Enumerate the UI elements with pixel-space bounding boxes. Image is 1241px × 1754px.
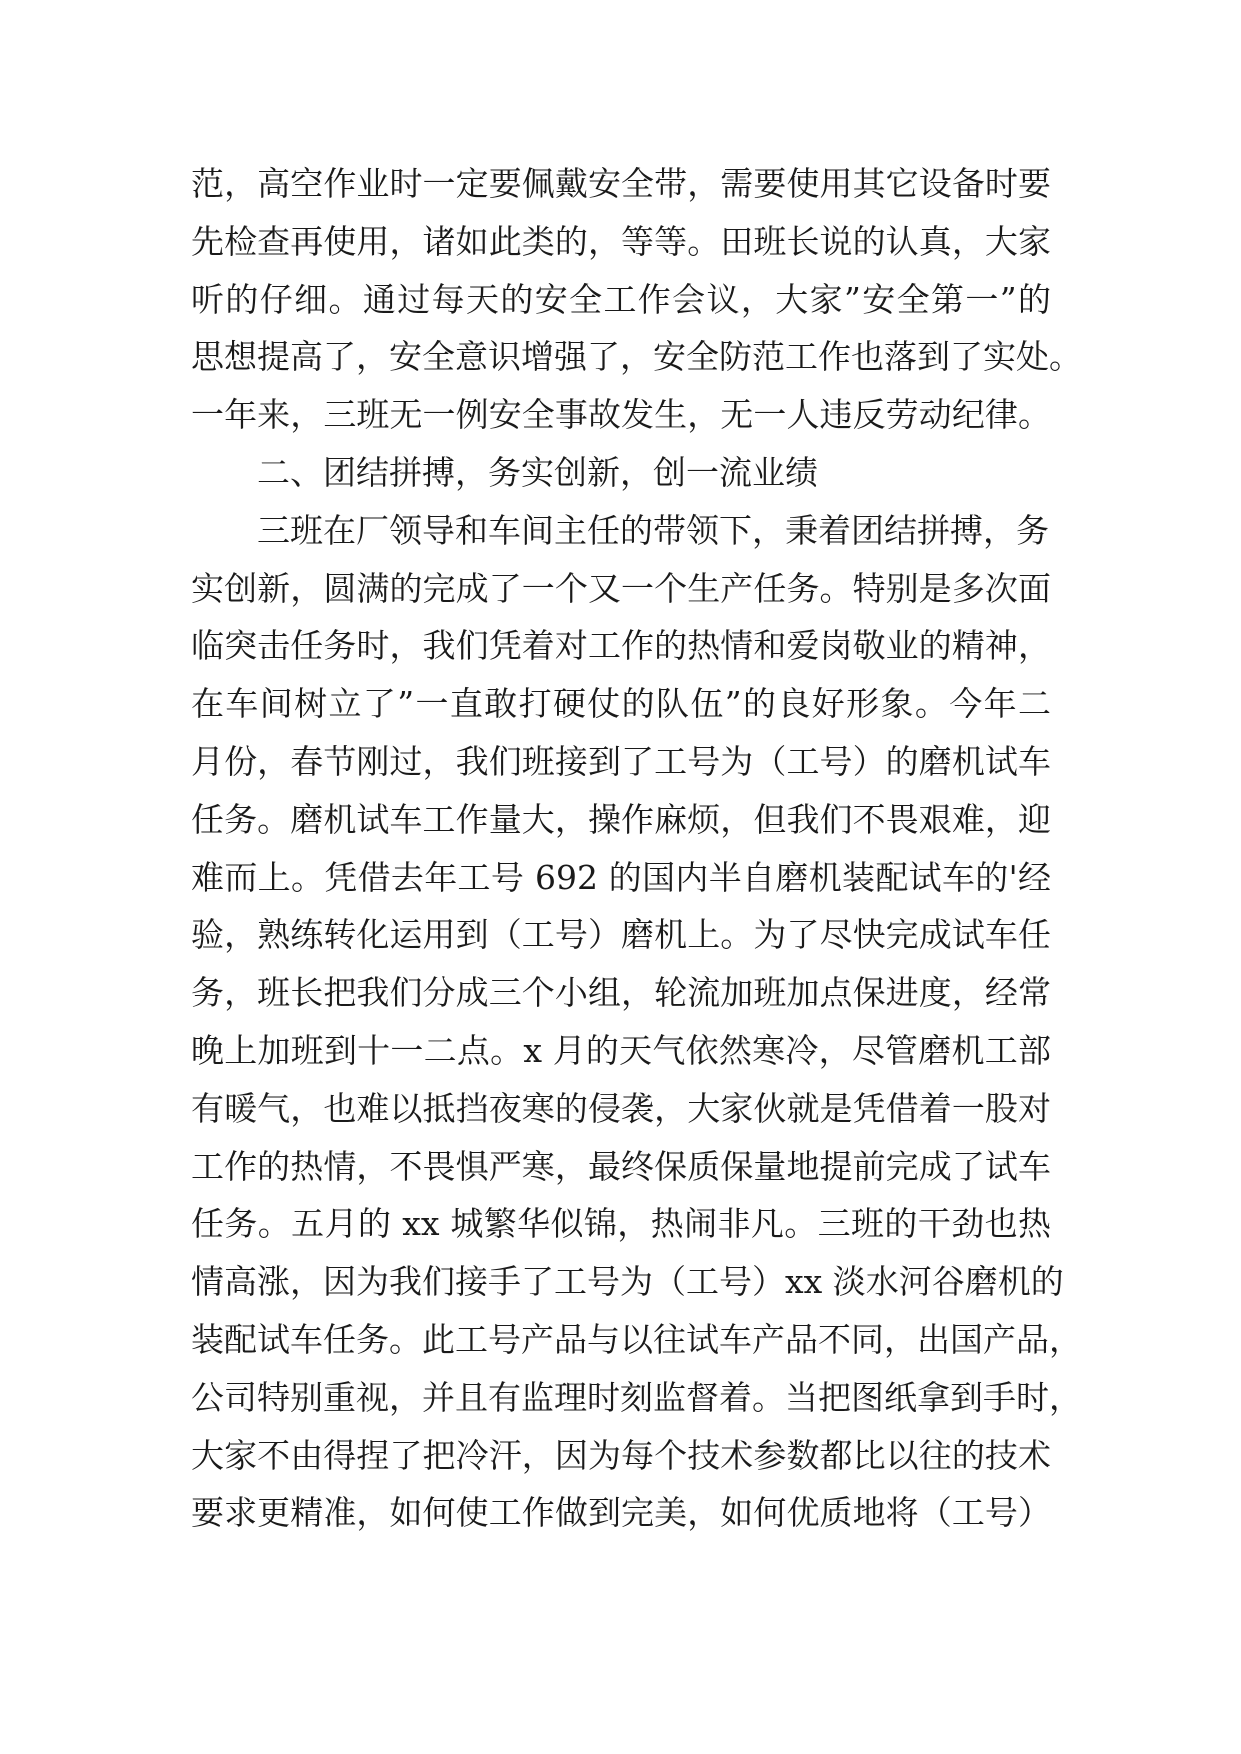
text-line: 要求更精准，如何使工作做到完美，如何优质地将（工号） — [191, 1493, 1051, 1533]
text-line: 范，高空作业时一定要佩戴安全带，需要使用其它设备时要 — [191, 164, 1051, 203]
text-line: 月份，春节刚过，我们班接到了工号为（工号）的磨机试车 — [191, 741, 1051, 781]
text-line: 听的仔细。通过每天的安全工作会议，大家”安全第一”的 — [191, 279, 1051, 319]
text-line: 实创新，圆满的完成了一个又一个生产任务。特别是多次面 — [191, 568, 1051, 608]
text-line: 工作的热情，不畏惧严寒，最终保质保量地提前完成了试车 — [191, 1146, 1051, 1186]
text-line: 情高涨，因为我们接手了工号为（工号）xx 淡水河谷磨机的 — [191, 1262, 1064, 1302]
text-line: 公司特别重视，并且有监理时刻监督着。当把图纸拿到手时， — [191, 1377, 1082, 1417]
text-line: 任务。五月的 xx 城繁华似锦，热闹非凡。三班的干劲也热 — [191, 1204, 1051, 1244]
text-line: 有暖气，也难以抵挡夜寒的侵袭，大家伙就是凭借着一股对 — [191, 1088, 1051, 1128]
text-line: 大家不由得捏了把冷汗，因为每个技术参数都比以往的技术 — [191, 1435, 1051, 1475]
document-body — [191, 155, 1082, 1542]
section-heading: 二、团结拼搏，务实创新，创一流业绩 — [257, 452, 818, 492]
text-line: 先检查再使用，诸如此类的，等等。田班长说的认真，大家 — [191, 221, 1051, 261]
text-line: 验，熟练转化运用到（工号）磨机上。为了尽快完成试车任 — [191, 915, 1051, 955]
text-line: 晚上加班到十一二点。x 月的天气依然寒冷，尽管磨机工部 — [191, 1030, 1051, 1070]
text-line: 临突击任务时，我们凭着对工作的热情和爱岗敬业的精神， — [191, 626, 1051, 666]
text-line: 任务。磨机试车工作量大，操作麻烦，但我们不畏艰难，迎 — [191, 799, 1051, 839]
text-line: 务，班长把我们分成三个小组，轮流加班加点保进度，经常 — [191, 973, 1051, 1013]
paragraph-first-line: 三班在厂领导和车间主任的带领下，秉着团结拼搏，务 — [257, 510, 1049, 550]
text-line: 一年来，三班无一例安全事故发生，无一人违反劳动纪律。 — [191, 395, 1051, 435]
text-line: 难而上。凭借去年工号 692 的国内半自磨机装配试车的'经 — [191, 857, 1051, 897]
text-line: 思想提高了，安全意识增强了，安全防范工作也落到了实处。 — [191, 337, 1082, 377]
text-line: 装配试车任务。此工号产品与以往试车产品不同，出国产品， — [191, 1319, 1082, 1359]
text-line: 在车间树立了”一直敢打硬仗的队伍”的良好形象。今年二 — [191, 684, 1051, 724]
